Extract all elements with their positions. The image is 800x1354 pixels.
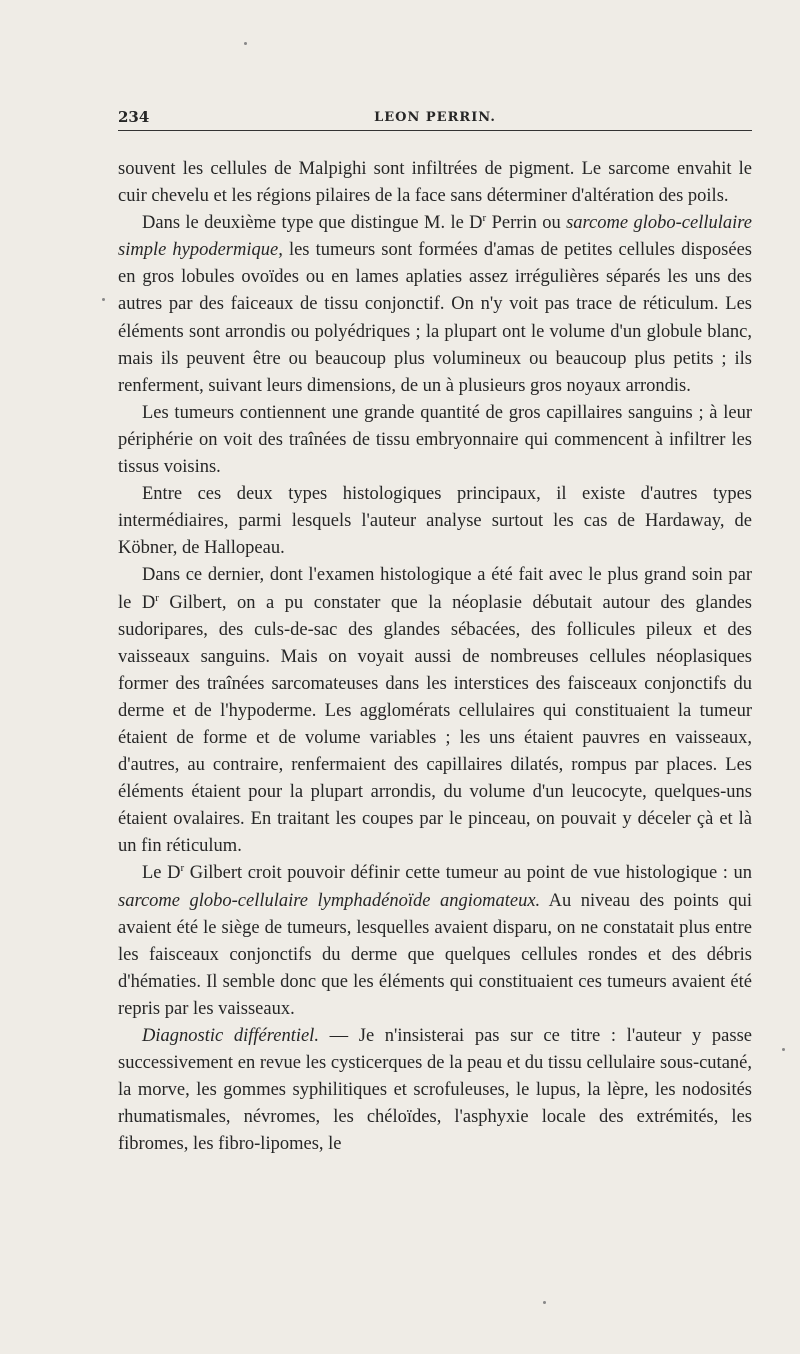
paper-speck (543, 1301, 546, 1304)
text-segment: Dans ce dernier, dont l'examen histologique a été fait avec le plus grand soin par le D (118, 565, 752, 613)
text-segment: Perrin ou (486, 213, 567, 234)
text-segment: les tumeurs sont formées d'amas de petites cellules disposées en gros lobules ovoïdes ou en lames aplaties assez irrégulières séparés les uns des autres par des faiceaux de tissu conjonctif. On n'y voit pas trace de réticulum. Les éléments sont arrondis ou polyédriques ; la plupart ont le volume d'un globule blanc, mais ils peuvent être ou beaucoup plus volumineux ou beaucoup plus petits ; ils renferment, suivant leurs dimensions, de un à plusieurs gros noyaux arrondis. (118, 240, 752, 396)
paragraph-3 (118, 400, 752, 481)
text-segment: r (155, 591, 159, 604)
text-segment: Les tumeurs contiennent une grande quantité de gros capillaires sanguins ; à leur périphérie on voit des traînées de tissu embryonnaire qui commencent à infiltrer les tissus voisins. (118, 402, 752, 478)
text-segment: souvent les cellules de Malpighi sont infiltrées de pigment. Le sarcome envahit le cuir chevelu et les régions pilaires de la face sans déterminer d'altération des poils. (118, 159, 752, 207)
paragraph-2 (118, 210, 752, 400)
text-segment: Gilbert, on a pu constater que la néoplasie débutait autour des glandes sudoripares, des culs-de-sac des glandes sébacées, des follicules pileux et des vaisseaux sanguins. Mais on voyait aussi de nombreuses cellules néoplasiques former des traînées sarcomateuses dans les interstices des faisceaux conjonctifs du derme et de l'hypoderme. Les agglomérats cellulaires qui constituaient la tumeur étaient de forme et de volume variables ; les uns étaient pauvres en vaisseaux, d'autres, au contraire, renfermaient des capillaires dilatés, rompus par places. Les éléments étaient pour la plupart arrondis, du volume d'un leucocyte, quelques-uns étaient ovalaires. En traitant les coupes par le pinceau, on pouvait y déceler çà et là un fin réticulum. (118, 592, 752, 857)
header-rule (118, 130, 752, 131)
text-segment: — Je n'insisterai pas sur ce titre : l'auteur y passe successivement en revue les cysticerques de la peau et du tissu cellulaire sous-cutané, la morve, les gommes syphilitiques et scrofuleuses, le lupus, la lèpre, les nodosités rhumatismales, névromes, les chéloïdes, l'asphyxie locale des extrémités, les fibromes, les fibro-lipomes, le (118, 1026, 752, 1155)
page-number: 234 (118, 108, 150, 126)
text-segment: r (482, 212, 487, 225)
paragraph-7 (118, 1023, 752, 1158)
paper-speck (244, 42, 247, 45)
text-segment: sarcome globo-cellulaire lymphadénoïde angiomateux. (118, 890, 541, 911)
paper-speck (782, 1048, 785, 1051)
text-segment: Entre ces deux types histologiques principaux, il existe d'autres types intermédiaires, parmi lesquels l'auteur analyse surtout les cas de Hardaway, de Köbner, de Hallopeau. (118, 484, 752, 559)
text-segment: Gilbert croit pouvoir définir cette tumeur au point de vue histologique : un (184, 863, 752, 884)
body-text (118, 156, 752, 1158)
paragraph-5 (118, 562, 752, 860)
text-segment: r (180, 862, 185, 875)
text-segment: Diagnostic différentiel. (142, 1026, 319, 1046)
paper-speck (102, 298, 105, 301)
text-segment: Dans le deuxième type que distingue M. le D (142, 213, 483, 234)
paragraph-1 (118, 156, 752, 210)
paragraph-4 (118, 481, 752, 562)
paragraph-6 (118, 860, 752, 1023)
text-segment: Le D (142, 863, 181, 884)
text-segment: sarcome globo-cellulaire simple hypodermique, (118, 213, 752, 261)
running-head: LEON PERRIN. (374, 110, 496, 125)
page-header (118, 108, 752, 132)
text-segment: Au niveau des points qui avaient été le siège de tumeurs, lesquelles avaient disparu, on ne constatait plus entre les faisceaux conjonctifs du derme que quelques cellules rondes et des débris d'hématies. Il semble donc que les éléments qui constituaient ces tumeurs avaient été repris par les vaisseaux. (118, 890, 752, 1019)
